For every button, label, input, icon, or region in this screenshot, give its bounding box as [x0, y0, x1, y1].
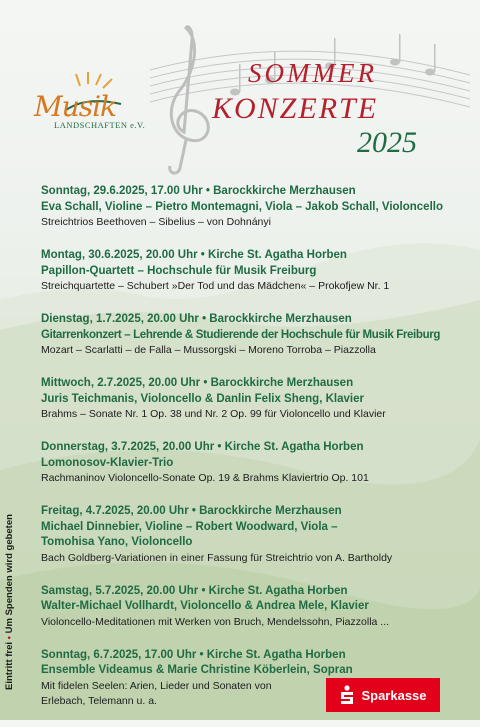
admission-free-text: Eintritt frei	[4, 641, 15, 690]
concert-heading: Montag, 30.6.2025, 20.00 Uhr • Kirche St. Agatha Horben	[41, 249, 347, 261]
concert-item	[41, 184, 466, 230]
concert-performers: Michael Dinnebier, Violine – Robert Woodward, Viola – Tomohisa Yano, Violoncello	[41, 520, 338, 548]
admission-note	[4, 514, 15, 690]
concert-performers: Gitarrenkonzert – Lehrende & Studierende der Hochschule für Musik Freiburg	[41, 328, 441, 341]
concert-program: Streichtrios Beethoven – Sibelius – von Dohnányi	[41, 216, 271, 228]
logo-subtext: LANDSCHAFTEN e.V.	[54, 120, 146, 130]
title-sommer: SOMMER	[248, 58, 377, 88]
concert-list	[41, 184, 466, 727]
concert-performers: Walter-Michael Vollhardt, Violoncello & Andrea Mele, Klavier	[41, 600, 369, 612]
concert-heading: Freitag, 4.7.2025, 20.00 Uhr • Barockkirche Merzhausen	[41, 505, 342, 517]
concert-program: Rachmaninov Violoncello-Sonate Op. 19 & Brahms Klaviertrio Op. 101	[41, 472, 369, 484]
concert-program: Brahms – Sonate Nr. 1 Op. 38 und Nr. 2 Op. 99 für Violoncello und Klavier	[41, 408, 386, 420]
concert-item	[41, 248, 466, 294]
concert-item	[41, 440, 466, 486]
concert-performers: Papillon-Quartett – Hochschule für Musik Freiburg	[41, 264, 317, 277]
sparkasse-s-icon	[339, 685, 355, 705]
title-konzerte: KONZERTE	[212, 92, 379, 125]
concert-heading: Sonntag, 29.6.2025, 17.00 Uhr • Barockkirche Merzhausen	[41, 185, 356, 197]
concert-item	[41, 312, 466, 358]
concert-program: Streichquartette – Schubert »Der Tod und das Mädchen« – Prokofjew Nr. 1	[41, 280, 390, 292]
concert-heading: Dienstag, 1.7.2025, 20.00 Uhr • Barockkirche Merzhausen	[41, 313, 352, 325]
concert-performers: Ensemble Videamus & Marie Christine Köberlein, Sopran	[41, 664, 353, 676]
sponsor-name: Sparkasse	[361, 687, 427, 703]
musik-landschaften-logo	[26, 70, 166, 140]
treble-clef-icon	[170, 27, 209, 173]
sparkasse-sponsor-logo	[326, 678, 440, 712]
concert-program: Bach Goldberg-Variationen in einer Fassung für Streichtrio von A. Bartholdy	[41, 551, 393, 564]
concert-item	[41, 376, 466, 422]
concert-item	[41, 584, 466, 630]
concert-performers: Lomonosov-Klavier-Trio	[41, 456, 174, 469]
concert-heading: Donnerstag, 3.7.2025, 20.00 Uhr • Kirche St. Agatha Horben	[41, 441, 364, 453]
concert-program: Mit fidelen Seelen: Arien, Lieder und Sonaten von Erlebach, Telemann u. a.	[41, 679, 272, 707]
title-year: 2025	[357, 126, 417, 159]
concert-heading: Samstag, 5.7.2025, 20.00 Uhr • Kirche St. Agatha Horben	[41, 584, 348, 597]
concert-program: Violoncello-Meditationen mit Werken von Bruch, Mendelssohn, Piazzolla ...	[41, 615, 390, 628]
concert-item	[41, 504, 466, 566]
concert-performers: Juris Teichmanis, Violoncello & Danlin Felix Sheng, Klavier	[41, 392, 364, 405]
concert-program: Mozart – Scarlatti – de Falla – Mussorgski – Moreno Torroba – Piazzolla	[41, 344, 376, 356]
concert-heading: Mittwoch, 2.7.2025, 20.00 Uhr • Barockkirche Merzhausen	[41, 377, 354, 389]
logo-wordmark: Musik	[34, 90, 116, 123]
donation-text: Um Spenden wird gebeten	[4, 514, 15, 634]
concert-heading: Sonntag, 6.7.2025, 17.00 Uhr • Kirche St. Agatha Horben	[41, 648, 346, 661]
bullet-separator: •	[4, 633, 15, 640]
concert-performers: Eva Schall, Violine – Pietro Montemagni, Viola – Jakob Schall, Violoncello	[41, 200, 443, 213]
